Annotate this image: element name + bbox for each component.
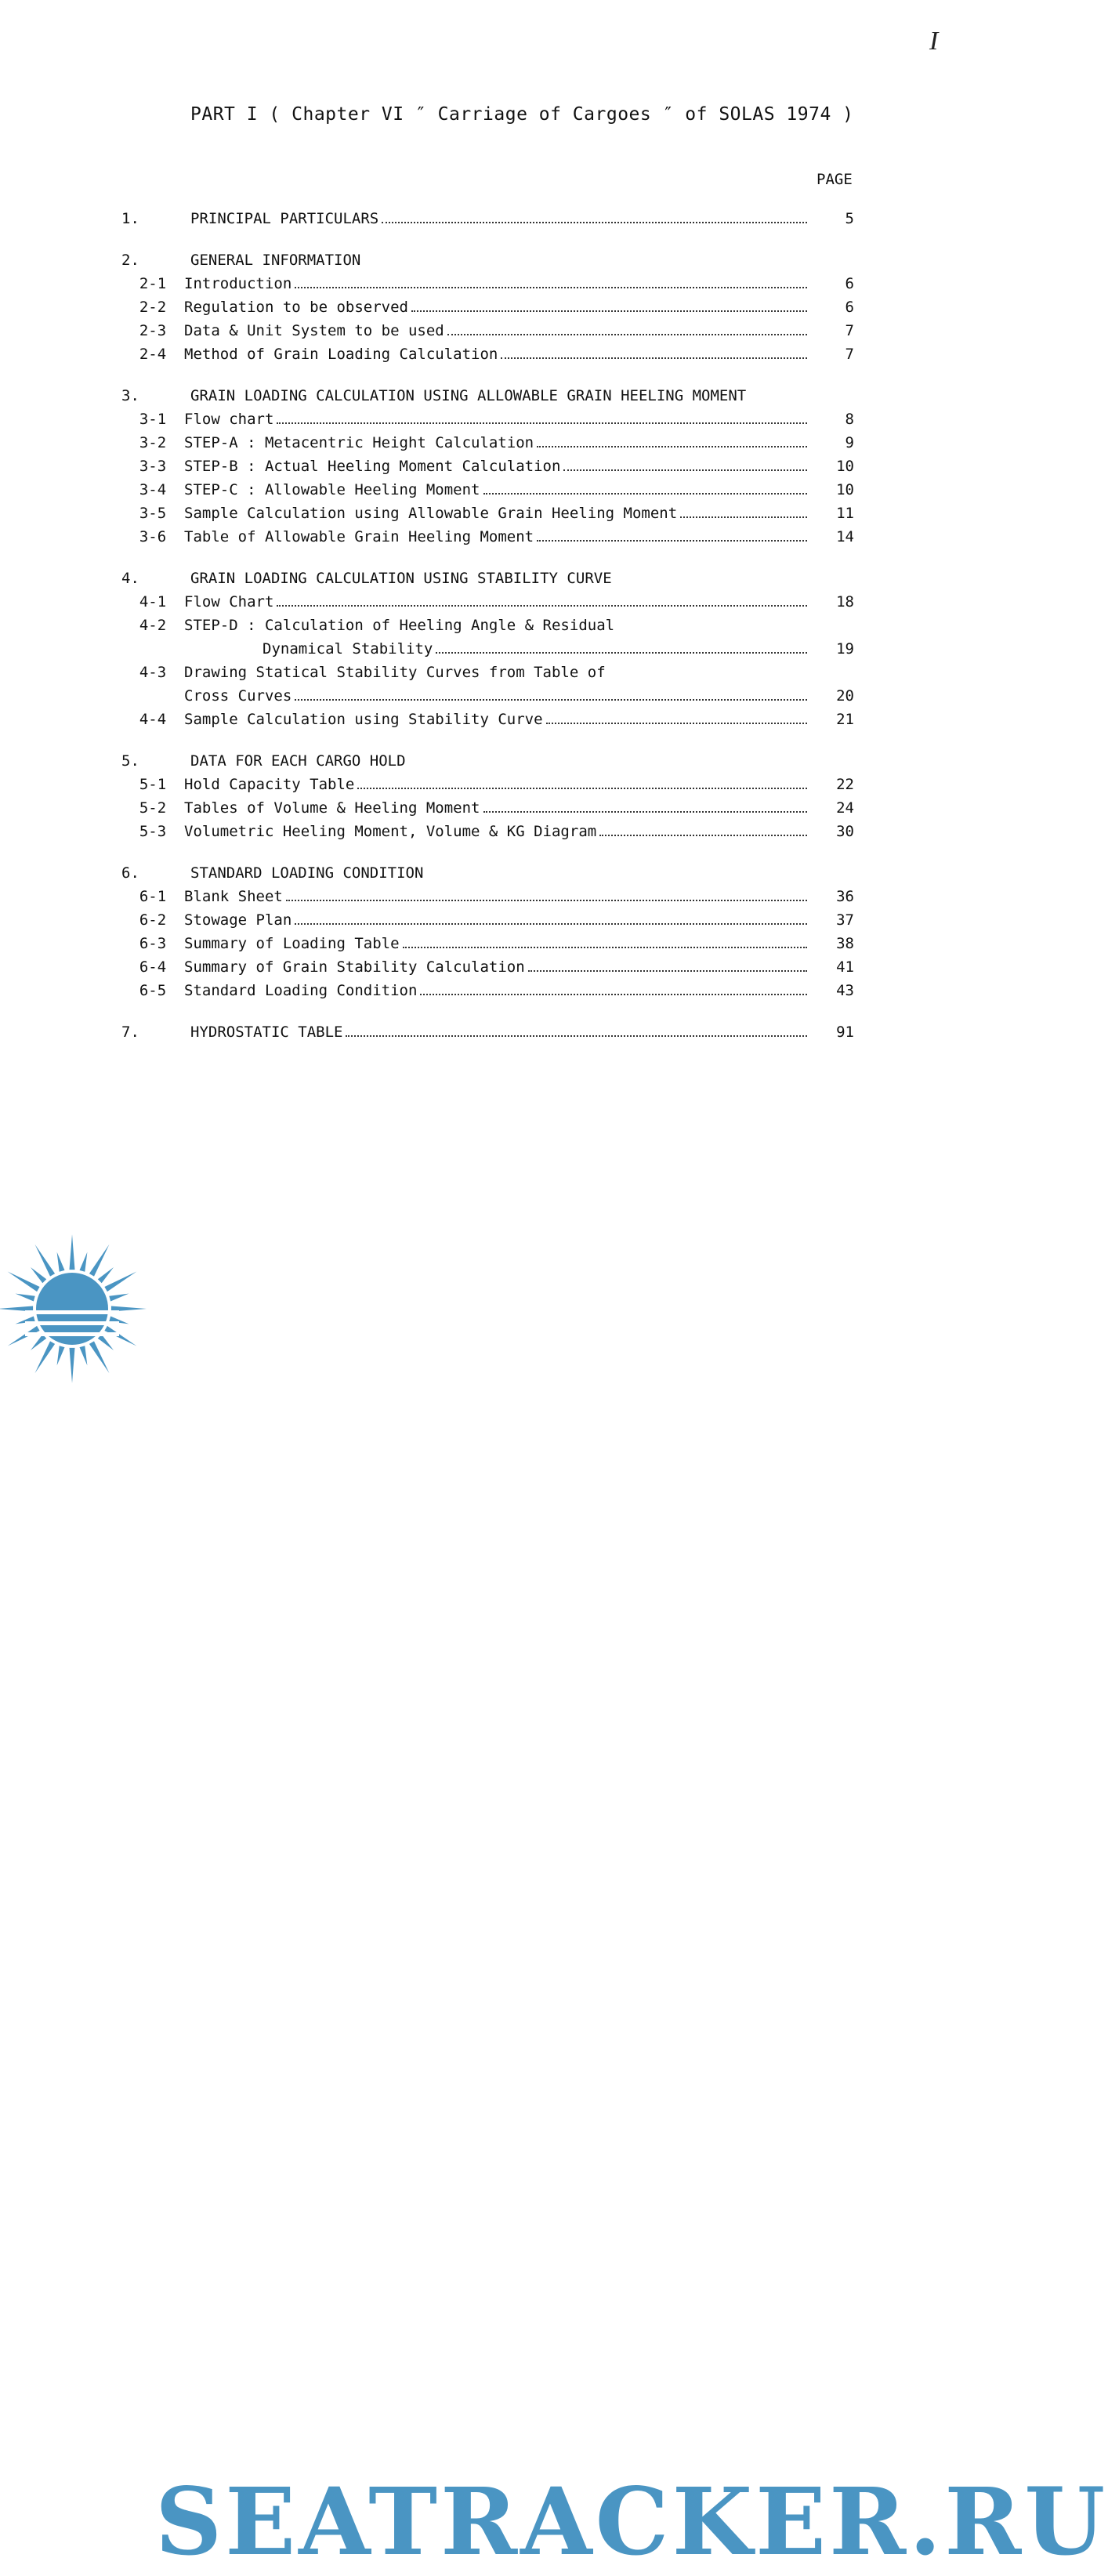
entry-number: 3-6 bbox=[139, 528, 167, 545]
entry-number: 3-4 bbox=[139, 481, 167, 498]
page-number: 22 bbox=[836, 776, 854, 793]
document-title: PART I ( Chapter VI ″ Carriage of Cargoes ″ of SOLAS 1974 ) bbox=[190, 104, 854, 125]
entry-number: 6-1 bbox=[139, 888, 167, 905]
section-number: 6. bbox=[121, 864, 139, 882]
dot-leader bbox=[382, 221, 807, 223]
toc-entry bbox=[121, 982, 854, 1005]
page-number: 91 bbox=[836, 1024, 854, 1041]
dot-leader bbox=[599, 834, 807, 836]
entry-title: Flow chart bbox=[184, 411, 274, 428]
table-of-contents bbox=[121, 210, 854, 1065]
entry-title: STEP-A : Metacentric Height Calculation bbox=[184, 434, 534, 451]
toc-entry bbox=[121, 958, 854, 982]
section-number: 4. bbox=[121, 570, 139, 587]
entry-title: Blank Sheet bbox=[184, 888, 283, 905]
dot-leader bbox=[537, 539, 807, 542]
entry-number: 3-1 bbox=[139, 411, 167, 428]
toc-entry-continuation bbox=[121, 687, 854, 711]
entry-title: STEP-B : Actual Heeling Moment Calculation bbox=[184, 458, 561, 475]
sun-ray bbox=[98, 1267, 114, 1283]
toc-entry bbox=[121, 411, 854, 434]
entry-title: Flow Chart bbox=[184, 593, 274, 610]
page-number: 41 bbox=[836, 958, 854, 976]
entry-number: 6-5 bbox=[139, 982, 167, 999]
toc-section bbox=[121, 570, 854, 734]
dot-leader bbox=[436, 651, 807, 654]
entry-title: Hold Capacity Table bbox=[184, 776, 355, 793]
section-number: 2. bbox=[121, 252, 139, 269]
toc-section bbox=[121, 252, 854, 369]
section-heading bbox=[121, 570, 854, 593]
toc-entry bbox=[121, 617, 854, 640]
sun-ray bbox=[80, 1346, 88, 1365]
sun-ray bbox=[31, 1267, 46, 1283]
toc-entry bbox=[121, 711, 854, 734]
entry-title: Summary of Loading Table bbox=[184, 935, 400, 952]
dot-leader bbox=[447, 333, 807, 335]
dot-leader bbox=[528, 969, 807, 972]
page-number: 37 bbox=[836, 911, 854, 929]
section-number: 1. bbox=[121, 210, 139, 227]
entry-number: 3-5 bbox=[139, 505, 167, 522]
entry-number: 2-3 bbox=[139, 322, 167, 339]
section-heading bbox=[121, 252, 854, 275]
entry-number: 4-1 bbox=[139, 593, 167, 610]
page-number: 43 bbox=[836, 982, 854, 999]
dot-leader bbox=[295, 286, 807, 288]
page-number: 6 bbox=[845, 275, 854, 292]
entry-title: Sample Calculation using Stability Curve bbox=[184, 711, 543, 728]
page-number: 24 bbox=[836, 799, 854, 817]
page-number: 9 bbox=[845, 434, 854, 451]
entry-title-continuation: Dynamical Stability bbox=[263, 640, 433, 658]
dot-leader bbox=[546, 722, 807, 724]
toc-entry bbox=[121, 346, 854, 369]
section-title: PRINCIPAL PARTICULARS bbox=[190, 210, 379, 227]
sun-ray bbox=[98, 1335, 114, 1350]
toc-entry bbox=[121, 593, 854, 617]
section-title: GRAIN LOADING CALCULATION USING ALLOWABLE GRAIN HEELING MOMENT bbox=[190, 387, 747, 404]
toc-entry bbox=[121, 434, 854, 458]
page-number: 21 bbox=[836, 711, 854, 728]
dot-leader bbox=[420, 993, 807, 995]
sun-ray bbox=[89, 1245, 110, 1277]
toc-entry bbox=[121, 799, 854, 823]
page-number: 8 bbox=[845, 411, 854, 428]
section-title: GRAIN LOADING CALCULATION USING STABILITY CURVE bbox=[190, 570, 612, 587]
entry-number: 4-2 bbox=[139, 617, 167, 634]
section-title: GENERAL INFORMATION bbox=[190, 252, 361, 269]
dot-leader bbox=[483, 810, 808, 813]
dot-leader bbox=[286, 899, 807, 901]
section-heading bbox=[121, 1024, 854, 1047]
entry-title: Introduction bbox=[184, 275, 292, 292]
entry-number: 6-2 bbox=[139, 911, 167, 929]
sun-ray bbox=[70, 1348, 75, 1383]
page-number: 7 bbox=[845, 346, 854, 363]
entry-title: Tables of Volume & Heeling Moment bbox=[184, 799, 480, 817]
entry-number: 4-3 bbox=[139, 664, 167, 681]
page-number: 30 bbox=[836, 823, 854, 840]
entry-number: 6-4 bbox=[139, 958, 167, 976]
sun-ray bbox=[31, 1335, 46, 1350]
section-number: 5. bbox=[121, 752, 139, 770]
entry-title: Stowage Plan bbox=[184, 911, 292, 929]
entry-title: Sample Calculation using Allowable Grain Heeling Moment bbox=[184, 505, 678, 522]
toc-entry bbox=[121, 481, 854, 505]
entry-number: 5-2 bbox=[139, 799, 167, 817]
entry-title: Drawing Statical Stability Curves from Table of bbox=[184, 664, 606, 681]
page-number: 18 bbox=[836, 593, 854, 610]
sun-ray bbox=[8, 1272, 40, 1292]
section-title: DATA FOR EACH CARGO HOLD bbox=[190, 752, 406, 770]
sun-ray bbox=[104, 1272, 136, 1292]
sun-ray bbox=[89, 1341, 110, 1373]
section-title: HYDROSTATIC TABLE bbox=[190, 1024, 343, 1041]
section-title: STANDARD LOADING CONDITION bbox=[190, 864, 424, 882]
page-number: 14 bbox=[836, 528, 854, 545]
dot-leader bbox=[411, 310, 807, 312]
sun-ray bbox=[57, 1252, 65, 1272]
toc-entry bbox=[121, 776, 854, 799]
sun-ray bbox=[109, 1294, 129, 1302]
entry-title: Table of Allowable Grain Heeling Moment bbox=[184, 528, 534, 545]
toc-entry-continuation bbox=[121, 640, 854, 664]
dot-leader bbox=[346, 1034, 807, 1037]
page-number: 36 bbox=[836, 888, 854, 905]
section-number: 7. bbox=[121, 1024, 139, 1041]
page-number: 38 bbox=[836, 935, 854, 952]
toc-entry bbox=[121, 935, 854, 958]
page-number: 5 bbox=[845, 210, 854, 227]
entry-number: 3-3 bbox=[139, 458, 167, 475]
toc-entry bbox=[121, 299, 854, 322]
toc-entry bbox=[121, 911, 854, 935]
section-heading bbox=[121, 864, 854, 888]
watermark-text: SEATRACKER.RU bbox=[155, 2467, 1108, 2576]
toc-entry bbox=[121, 275, 854, 299]
dot-leader bbox=[277, 604, 807, 607]
entry-title: Volumetric Heeling Moment, Volume & KG Diagram bbox=[184, 823, 597, 840]
page-number: 6 bbox=[845, 299, 854, 316]
entry-number: 6-3 bbox=[139, 935, 167, 952]
page-number: 10 bbox=[836, 458, 854, 475]
page-number: 20 bbox=[836, 687, 854, 705]
dot-leader bbox=[403, 946, 807, 948]
sun-icon bbox=[0, 1223, 157, 1375]
toc-section bbox=[121, 210, 854, 234]
toc-section bbox=[121, 387, 854, 552]
dot-leader bbox=[277, 422, 807, 424]
dot-leader bbox=[357, 787, 807, 789]
sun-ray bbox=[35, 1245, 56, 1277]
toc-section bbox=[121, 1024, 854, 1047]
toc-section bbox=[121, 752, 854, 846]
sun-ray bbox=[57, 1346, 65, 1365]
sun-ray bbox=[80, 1252, 88, 1272]
dot-leader bbox=[537, 445, 807, 447]
sun-ray bbox=[16, 1294, 35, 1302]
section-heading bbox=[121, 752, 854, 776]
toc-entry bbox=[121, 505, 854, 528]
toc-entry bbox=[121, 322, 854, 346]
page-number: 10 bbox=[836, 481, 854, 498]
page-number: 7 bbox=[845, 322, 854, 339]
dot-leader bbox=[483, 492, 808, 495]
entry-title-continuation: Cross Curves bbox=[184, 687, 292, 705]
page-mark: I bbox=[929, 27, 939, 56]
toc-entry bbox=[121, 528, 854, 552]
entry-number: 5-3 bbox=[139, 823, 167, 840]
entry-title: Method of Grain Loading Calculation bbox=[184, 346, 498, 363]
page-column-header: PAGE bbox=[817, 171, 853, 188]
dot-leader bbox=[563, 469, 807, 471]
entry-title: STEP-D : Calculation of Heeling Angle & Residual bbox=[184, 617, 615, 634]
entry-number: 5-1 bbox=[139, 776, 167, 793]
entry-number: 2-1 bbox=[139, 275, 167, 292]
section-heading bbox=[121, 387, 854, 411]
entry-title: Summary of Grain Stability Calculation bbox=[184, 958, 525, 976]
entry-number: 4-4 bbox=[139, 711, 167, 728]
page-number: 11 bbox=[836, 505, 854, 522]
watermark bbox=[0, 1223, 1108, 2576]
entry-number: 2-2 bbox=[139, 299, 167, 316]
entry-number: 3-2 bbox=[139, 434, 167, 451]
toc-entry bbox=[121, 458, 854, 481]
toc-entry bbox=[121, 888, 854, 911]
dot-leader bbox=[501, 357, 807, 359]
dot-leader bbox=[295, 922, 807, 925]
toc-entry bbox=[121, 823, 854, 846]
entry-number: 2-4 bbox=[139, 346, 167, 363]
section-heading bbox=[121, 210, 854, 234]
section-number: 3. bbox=[121, 387, 139, 404]
dot-leader bbox=[680, 516, 807, 518]
toc-section bbox=[121, 864, 854, 1005]
sun-ray bbox=[70, 1234, 75, 1270]
sun-ray bbox=[35, 1341, 56, 1373]
entry-title: Standard Loading Condition bbox=[184, 982, 418, 999]
dot-leader bbox=[295, 698, 807, 701]
entry-title: Regulation to be observed bbox=[184, 299, 408, 316]
page-number: 19 bbox=[836, 640, 854, 658]
entry-title: STEP-C : Allowable Heeling Moment bbox=[184, 481, 480, 498]
entry-title: Data & Unit System to be used bbox=[184, 322, 444, 339]
toc-entry bbox=[121, 664, 854, 687]
